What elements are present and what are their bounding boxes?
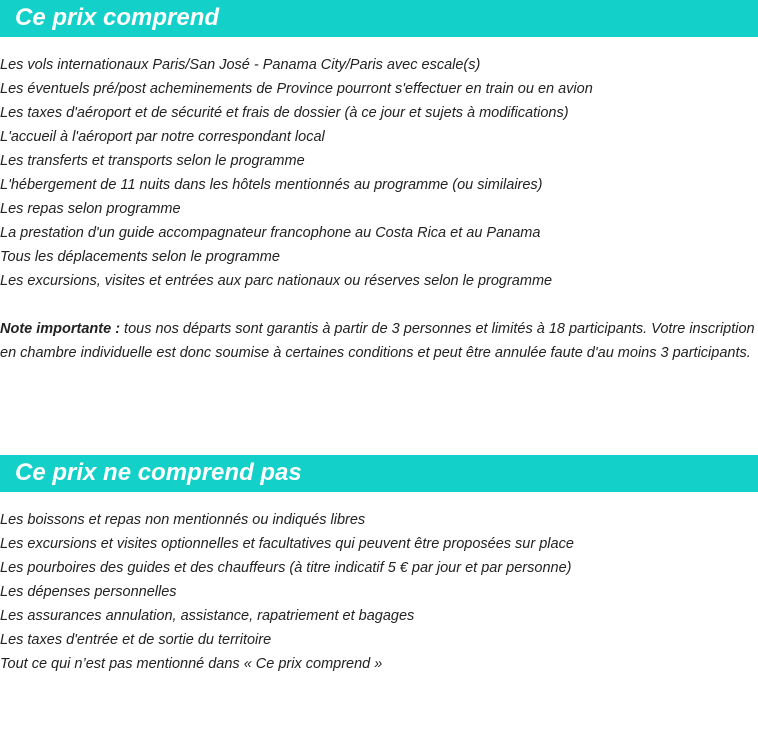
list-item: Tous les déplacements selon le programme [0, 249, 280, 265]
section-header-excludes [0, 455, 758, 492]
list-item: Les vols internationaux Paris/San José - Panama City/Paris avec escale(s) [0, 57, 481, 73]
section-header-includes [0, 0, 758, 37]
list-item: Les éventuels pré/post acheminements de Province pourront s'effectuer en train ou en avion [0, 81, 593, 97]
note-text: tous nos départs sont garantis à partir de 3 personnes et limités à 18 participants. Votre inscription en chambre individuelle est donc soumise à certaines conditions et peut être annulée faute d'au moins 3 participants. [0, 321, 755, 361]
list-item: Les transferts et transports selon le programme [0, 153, 305, 169]
list-item: La prestation d'un guide accompagnateur francophone au Costa Rica et au Panama [0, 225, 541, 241]
note-label: Note importante : [0, 321, 121, 337]
list-item: Les taxes d'entrée et de sortie du territoire [0, 632, 272, 648]
list-item: Les pourboires des guides et des chauffeurs (à titre indicatif 5 € par jour et par personne) [0, 560, 572, 576]
list-item: Les taxes d'aéroport et de sécurité et frais de dossier (à ce jour et sujets à modifications) [0, 105, 569, 121]
list-item: Tout ce qui n’est pas mentionné dans « Ce prix comprend » [0, 656, 383, 672]
section-title-includes: Ce prix comprend [15, 4, 220, 31]
list-item: Les excursions et visites optionnelles et facultatives qui peuvent être proposées sur place [0, 536, 574, 552]
list-item: Les dépenses personnelles [0, 584, 177, 600]
includes-list [0, 53, 758, 293]
excludes-list [0, 508, 758, 676]
list-item: L'hébergement de 11 nuits dans les hôtels mentionnés au programme (ou similaires) [0, 177, 543, 193]
list-item: Les boissons et repas non mentionnés ou indiqués libres [0, 512, 366, 528]
list-item: L'accueil à l'aéroport par notre correspondant local [0, 129, 325, 145]
list-item: Les repas selon programme [0, 201, 181, 217]
important-note [0, 317, 758, 365]
list-item: Les assurances annulation, assistance, rapatriement et bagages [0, 608, 415, 624]
section-title-excludes: Ce prix ne comprend pas [15, 459, 302, 486]
list-item: Les excursions, visites et entrées aux parc nationaux ou réserves selon le programme [0, 273, 553, 289]
